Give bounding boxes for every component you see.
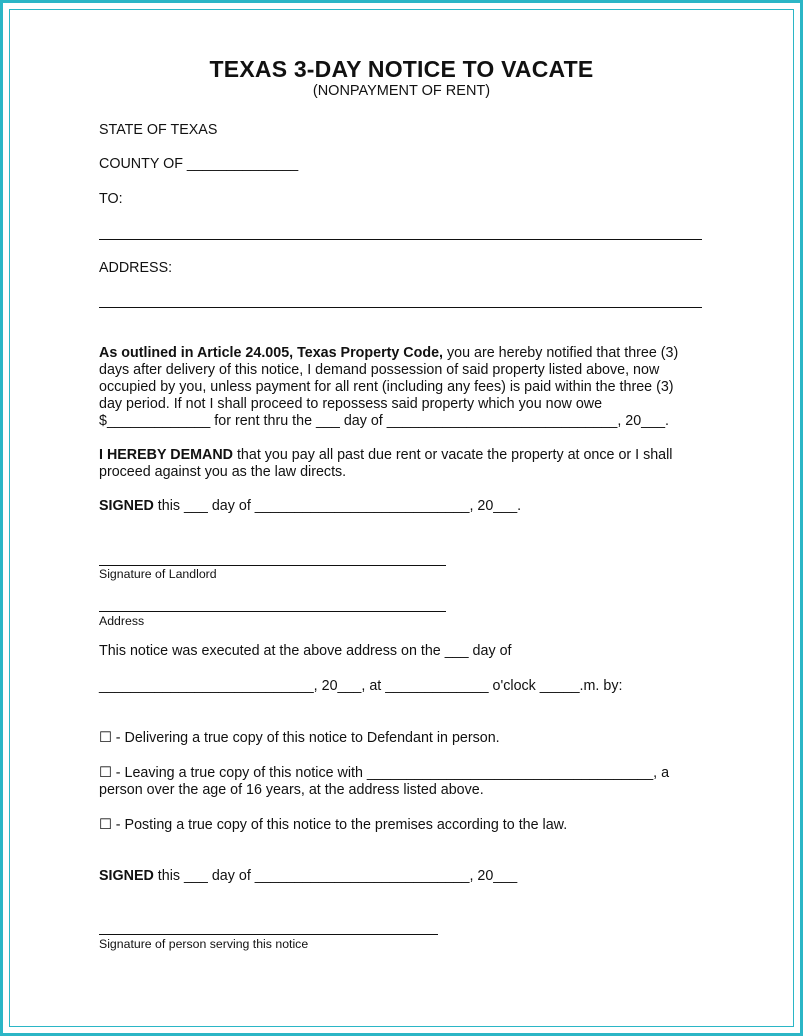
signed-lead-2: SIGNED (99, 868, 154, 884)
notice-line-5: $_____________ for rent thru the ___ day of _____________________________, 20___. (99, 413, 670, 429)
server-signature-label: Signature of person serving this notice (99, 937, 309, 951)
landlord-address-line[interactable] (99, 611, 446, 612)
notice-line-2: days after delivery of this notice, I demand possession of said property listed above, now (99, 362, 660, 378)
signed-rest-2: this ___ day of ___________________________, 20___ (153, 868, 518, 884)
document-subtitle: (NONPAYMENT OF RENT) (312, 83, 491, 99)
signed-line-2 (99, 868, 517, 884)
notice-line-3: occupied by you, unless payment for all rent (including any fees) is paid within the three (3) (99, 379, 674, 395)
notice-line-4: day period. If not I shall proceed to repossess said property which you now owe (99, 396, 603, 412)
executed-line-2: ___________________________, 20___, at _____________ o'clock _____.m. by: (99, 678, 623, 694)
landlord-address-label: Address (99, 614, 145, 628)
checkbox-post[interactable]: ☐ (99, 817, 112, 833)
landlord-signature-line[interactable] (99, 565, 446, 566)
notice-lead: As outlined in Article 24.005, Texas Property Code, (99, 345, 444, 361)
option-leave-text-2: person over the age of 16 years, at the address listed above. (99, 782, 484, 798)
demand-line-2: proceed against you as the law directs. (99, 464, 347, 480)
landlord-signature-label: Signature of Landlord (99, 567, 217, 581)
demand-lead: I HEREBY DEMAND (99, 447, 233, 463)
executed-line-1: This notice was executed at the above address on the ___ day of (99, 643, 512, 659)
option-leave-text: - Leaving a true copy of this notice with ____________________________________, a (111, 765, 670, 781)
checkbox-leave[interactable]: ☐ (99, 765, 112, 781)
to-label: TO: (99, 191, 123, 207)
document-title: TEXAS 3-DAY NOTICE TO VACATE (209, 56, 594, 82)
option-deliver (99, 730, 500, 746)
signed-rest-1: this ___ day of ___________________________, 20___. (153, 498, 522, 514)
checkbox-deliver[interactable]: ☐ (99, 730, 112, 746)
state-line: STATE OF TEXAS (99, 122, 218, 138)
option-leave (99, 765, 669, 781)
demand-line-1 (99, 447, 709, 464)
option-deliver-text: - Delivering a true copy of this notice to Defendant in person. (111, 730, 500, 746)
to-field-line[interactable] (99, 239, 702, 240)
notice-line-1-rest: you are hereby notified that three (3) (443, 345, 679, 361)
address-label: ADDRESS: (99, 260, 173, 276)
signed-line-1 (99, 498, 521, 514)
signed-lead-1: SIGNED (99, 498, 154, 514)
option-post-text: - Posting a true copy of this notice to the premises according to the law. (111, 817, 568, 833)
county-line: COUNTY OF ______________ (99, 156, 299, 172)
demand-paragraph (99, 447, 709, 481)
option-post (99, 817, 567, 833)
notice-line-1 (99, 345, 709, 362)
server-signature-line[interactable] (99, 934, 438, 935)
notice-paragraph (99, 345, 709, 430)
demand-line-1-rest: that you pay all past due rent or vacate the property at once or I shall (232, 447, 673, 463)
address-field-line[interactable] (99, 307, 702, 308)
